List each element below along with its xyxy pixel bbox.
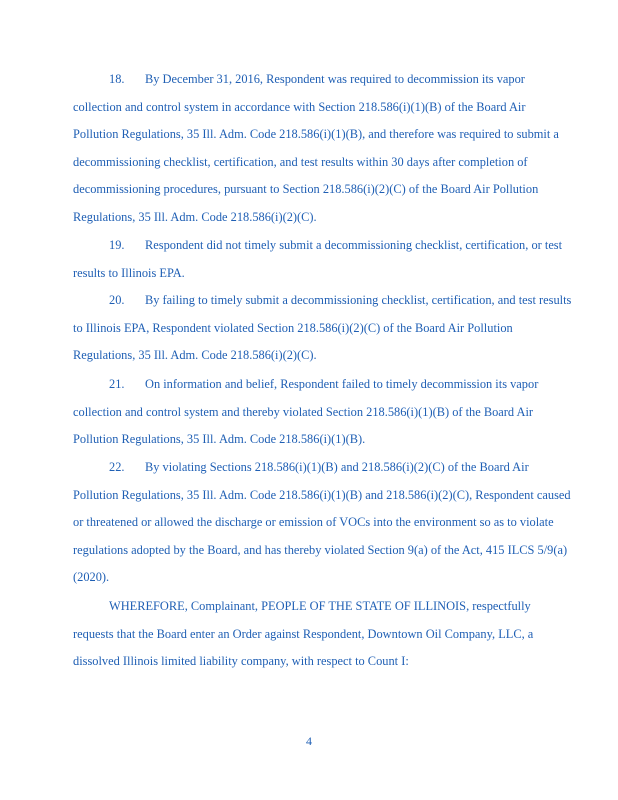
paragraph-number: 22. [109, 460, 125, 474]
paragraph-22 [73, 454, 573, 592]
paragraph-number: 21. [109, 377, 125, 391]
paragraph-21 [73, 371, 573, 454]
paragraph-text: Respondent did not timely submit a decommissioning checklist, certification, or test results to Illinois EPA. [73, 238, 563, 280]
paragraph-number: 18. [109, 72, 125, 86]
paragraph-number: 19. [109, 238, 125, 252]
page-number: 4 [306, 734, 312, 748]
wherefore-paragraph: WHEREFORE, Complainant, PEOPLE OF THE STATE OF ILLINOIS, respectfully requests that the Board enter an Order against Respondent, Downtown Oil Company, LLC, a dissolved Illinois limited liability company, with respect to Count I: [73, 599, 534, 669]
paragraph-text: On information and belief, Respondent failed to timely decommission its vapor collection and control system and thereby violated Section 218.586(i)(1)(B) of the Board Air Pollution Regulations, 35 Ill. Adm. Code 218.586(i)(1)(B). [73, 377, 539, 447]
paragraph-text: By December 31, 2016, Respondent was required to decommission its vapor collection and control system in accordance with Section 218.586(i)(1)(B) of the Board Air Pollution Regulations, 35 Ill. Adm. Code 218.586(i)(1)(B), and therefore was required to submit a decommissioning checklist, certification, and test results within 30 days after completion of decommissioning procedures, pursuant to Section 218.586(i)(2)(C) of the Board Air Pollution Regulations, 35 Ill. Adm. Code 218.586(i)(2)(C). [73, 72, 559, 224]
paragraph-19 [73, 232, 573, 287]
paragraph-text: By violating Sections 218.586(i)(1)(B) and 218.586(i)(2)(C) of the Board Air Pollution Regulations, 35 Ill. Adm. Code 218.586(i)(1)(B) and 218.586(i)(2)(C), Respondent caused or threatened or allowed the discharge or emission of VOCs into the environment so as to violate regulations adopted by the Board, and has thereby violated Section 9(a) of the Act, 415 ILCS 5/9(a) (2020). [73, 460, 571, 585]
paragraph-text: By failing to timely submit a decommissioning checklist, certification, and test results to Illinois EPA, Respondent violated Section 218.586(i)(2)(C) of the Board Air Pollution Regulations, 35 Ill. Adm. Code 218.586(i)(2)(C). [73, 293, 572, 363]
paragraph-18 [73, 66, 573, 232]
paragraph-20 [73, 287, 573, 370]
paragraph-number: 20. [109, 293, 125, 307]
